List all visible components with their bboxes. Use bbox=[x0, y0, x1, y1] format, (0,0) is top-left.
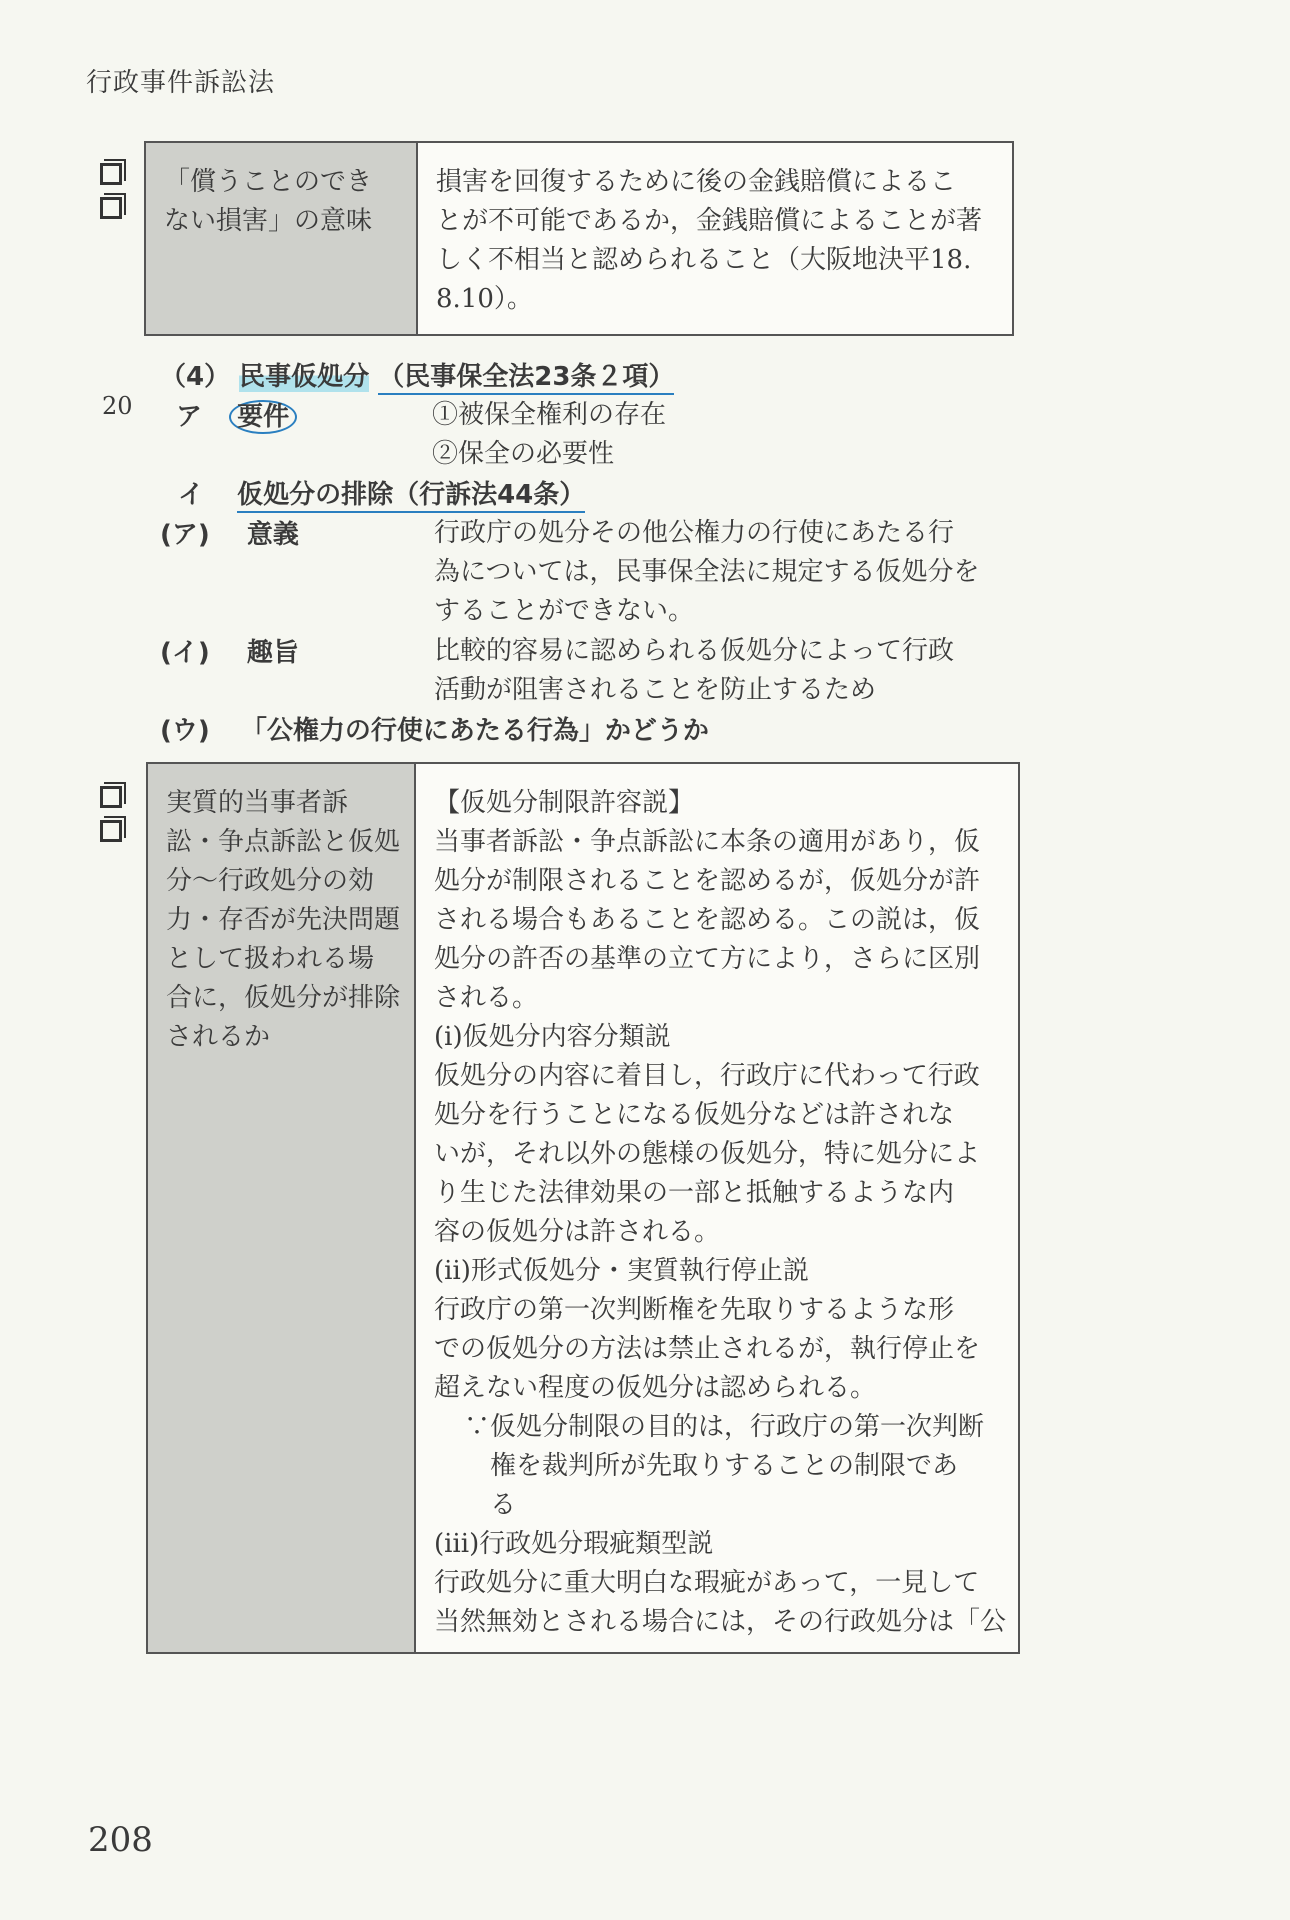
requirement-item: ①被保全権利の存在 bbox=[432, 400, 667, 430]
box1-body-line: 8.10）。 bbox=[436, 284, 533, 314]
box2-body-line: 仮処分の内容に着目し，行政庁に代わって行政 bbox=[434, 1061, 980, 1091]
item-label: 要件 bbox=[229, 400, 297, 434]
item-a2-heading bbox=[160, 632, 299, 669]
box2-body-line: される場合もあることを認める。この説は，仮 bbox=[434, 905, 981, 935]
box2-label-cell bbox=[147, 763, 415, 1653]
box2-label-line: 訟・争点訴訟と仮処 bbox=[166, 827, 401, 857]
box2-body-line: ∵仮処分制限の目的は，行政庁の第一次判断 bbox=[464, 1412, 985, 1442]
box2-body-line: 処分を行うことになる仮処分などは許されな bbox=[434, 1100, 955, 1130]
page-number: 208 bbox=[88, 1820, 153, 1860]
item-label: 意義 bbox=[246, 520, 299, 550]
item-i-heading bbox=[178, 474, 585, 511]
checkbox-icon[interactable] bbox=[100, 786, 122, 808]
box2-body-line: での仮処分の方法は禁止されるが，執行停止を bbox=[434, 1334, 981, 1364]
item-a1-heading bbox=[160, 514, 299, 551]
box2-body-line: 超えない程度の仮処分は認められる。 bbox=[434, 1373, 877, 1403]
text-line: 比較的容易に認められる仮処分によって行政 bbox=[434, 636, 955, 666]
box1-body-cell bbox=[417, 142, 1013, 335]
box1-body-line: とが不可能であるか，金銭賠償によることが著 bbox=[436, 206, 983, 236]
checkbox-icon[interactable] bbox=[100, 820, 122, 842]
box2-body-cell bbox=[415, 763, 1019, 1653]
section-4-heading bbox=[160, 356, 674, 393]
text-line: 活動が阻害されることを防止するため bbox=[434, 675, 877, 705]
box2-body-line: 容の仮処分は許される。 bbox=[434, 1217, 721, 1247]
box2-body-line: る bbox=[490, 1490, 517, 1520]
item-label: 趣旨 bbox=[246, 638, 299, 668]
box2-label-line: 実質的当事者訴 bbox=[166, 788, 349, 818]
box2-body-line: (ⅱ)形式仮処分・実質執行停止説 bbox=[434, 1256, 809, 1286]
requirement-item: ②保全の必要性 bbox=[432, 439, 615, 469]
item-label: 仮処分の排除（行訴法44条） bbox=[237, 480, 585, 513]
margin-number: 20 bbox=[102, 392, 133, 420]
text-line: 為については，民事保全法に規定する仮処分を bbox=[434, 557, 980, 587]
section-title: 民事仮処分 bbox=[239, 362, 370, 392]
box1-body-line: 損害を回復するために後の金銭賠償によるこ bbox=[436, 167, 957, 197]
item-a2-text bbox=[434, 632, 954, 710]
box2-label-line: 合に，仮処分が排除 bbox=[166, 983, 401, 1013]
box2-label-line: されるか bbox=[166, 1022, 271, 1052]
box2-body-line: いが，それ以外の態様の仮処分，特に処分によ bbox=[434, 1139, 981, 1169]
box2-body-line: 当事者訴訟・争点訴訟に本条の適用があり，仮 bbox=[434, 827, 981, 857]
requirements-list bbox=[432, 396, 666, 474]
box1-label-line: 「償うことのでき bbox=[164, 167, 373, 197]
running-header: 行政事件訴訟法 bbox=[86, 68, 276, 98]
box2-body-line: (ⅲ)行政処分瑕疵類型説 bbox=[434, 1529, 714, 1559]
checkbox-group-1 bbox=[100, 163, 130, 231]
box2-body-line: 【仮処分制限許容説】 bbox=[434, 788, 695, 818]
box2-body-line: り生じた法律効果の一部と抵触するような内 bbox=[434, 1178, 955, 1208]
checkbox-icon[interactable] bbox=[100, 197, 122, 219]
section-number: （4） bbox=[160, 362, 231, 392]
box1-label-cell bbox=[145, 142, 417, 335]
item-label: 「公権力の行使にあたる行為」かどうか bbox=[240, 716, 709, 746]
definition-box-2 bbox=[146, 762, 1020, 1654]
item-a-heading bbox=[176, 396, 297, 433]
box2-body-line: 処分が制限されることを認めるが，仮処分が許 bbox=[434, 866, 981, 896]
item-a3-heading bbox=[160, 710, 709, 747]
box2-body-line: 行政処分に重大明白な瑕疵があって，一見して bbox=[434, 1568, 980, 1598]
box2-label-line: として扱われる場 bbox=[166, 944, 375, 974]
item-mark: イ bbox=[178, 480, 205, 510]
item-mark: ア bbox=[176, 402, 203, 432]
box2-label-line: 力・存否が先決問題 bbox=[166, 905, 401, 935]
text-line: 行政庁の処分その他公権力の行使にあたる行 bbox=[434, 518, 955, 548]
box2-body-line: される。 bbox=[434, 983, 539, 1013]
box2-body-line: 権を裁判所が先取りすることの制限であ bbox=[490, 1451, 959, 1481]
item-a1-text bbox=[434, 514, 979, 631]
box1-label-line: ない損害」の意味 bbox=[164, 206, 373, 236]
box1-body-line: しく不相当と認められること（大阪地決平18. bbox=[436, 245, 972, 275]
box2-body-line: 処分の許否の基準の立て方により，さらに区別 bbox=[434, 944, 981, 974]
checkbox-group-2 bbox=[100, 786, 130, 854]
checkbox-icon[interactable] bbox=[100, 163, 122, 185]
section-reference: （民事保全法23条２項） bbox=[378, 362, 674, 395]
box2-body-line: 行政庁の第一次判断権を先取りするような形 bbox=[434, 1295, 955, 1325]
item-mark: (イ) bbox=[160, 638, 210, 668]
item-mark: (ア) bbox=[160, 520, 210, 550]
box2-body-line: (ⅰ)仮処分内容分類説 bbox=[434, 1022, 671, 1052]
definition-box-1 bbox=[144, 141, 1014, 336]
box2-body-line: 当然無効とされる場合には，その行政処分は「公 bbox=[434, 1607, 1007, 1637]
item-mark: (ウ) bbox=[160, 716, 210, 746]
text-line: することができない。 bbox=[434, 596, 695, 626]
box2-label-line: 分～行政処分の効 bbox=[166, 866, 375, 896]
